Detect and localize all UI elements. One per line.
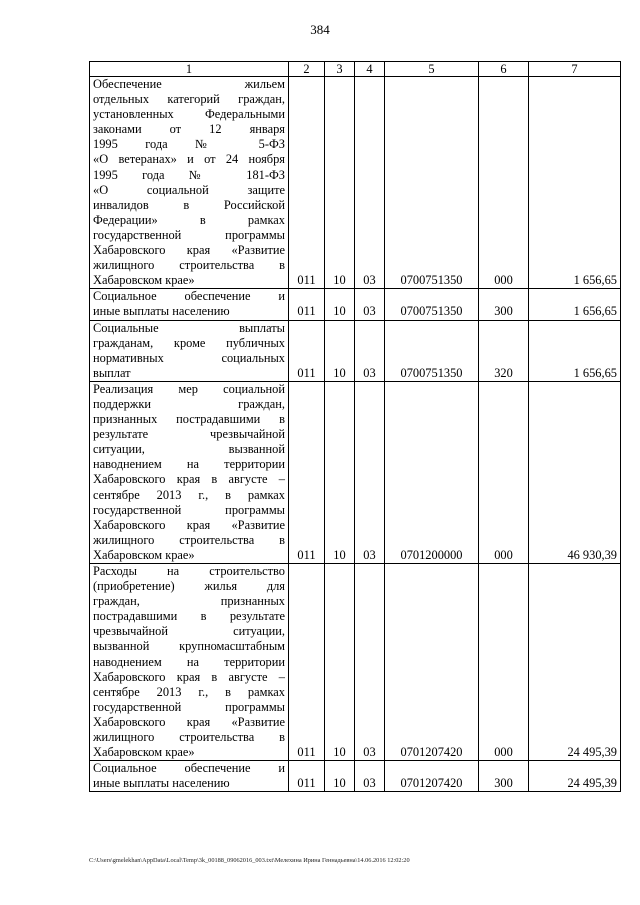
row-code-expense-type: 300 [479, 289, 529, 320]
description-line: инвалидов в Российской [93, 197, 285, 212]
description-line: Хабаровского края «Развитие [93, 243, 285, 258]
description-line: законами от 12 января [93, 122, 285, 137]
row-description [90, 77, 289, 289]
description-line: Хабаровского края «Развитие [93, 517, 285, 532]
row-code-subsection: 03 [355, 761, 385, 792]
row-code-admin: 011 [289, 381, 325, 563]
row-code-section: 10 [325, 564, 355, 761]
row-code-subsection: 03 [355, 77, 385, 289]
row-code-target: 0701207420 [385, 564, 479, 761]
budget-table [89, 61, 621, 792]
table-header-row [90, 62, 621, 77]
row-code-target: 0700751350 [385, 320, 479, 381]
description-line: Федерации» в рамках [93, 212, 285, 227]
description-line: поддержки граждан, [93, 396, 285, 411]
header-cell-1: 1 [90, 62, 289, 77]
row-code-target: 0700751350 [385, 77, 479, 289]
row-description [90, 381, 289, 563]
row-code-admin: 011 [289, 564, 325, 761]
description-line: иные выплаты населению [93, 304, 230, 319]
row-amount: 1 656,65 [529, 320, 621, 381]
header-cell-6: 6 [479, 62, 529, 77]
description-line: признанных пострадавшими в [93, 412, 285, 427]
header-cell-7: 7 [529, 62, 621, 77]
description-line: наводнением на территории [93, 457, 285, 472]
table-row [90, 289, 621, 320]
description-line: (приобретение) жилья для [93, 579, 285, 594]
description-line: государственной программы [93, 227, 285, 242]
description-line: граждан, признанных [93, 594, 285, 609]
row-description [90, 289, 289, 320]
row-code-admin: 011 [289, 761, 325, 792]
row-code-subsection: 03 [355, 564, 385, 761]
row-code-expense-type: 300 [479, 761, 529, 792]
table-row [90, 320, 621, 381]
description-line: вызванной крупномасштабным [93, 639, 285, 654]
table-row [90, 77, 621, 289]
header-cell-2: 2 [289, 62, 325, 77]
row-code-section: 10 [325, 289, 355, 320]
row-code-section: 10 [325, 381, 355, 563]
row-code-expense-type: 000 [479, 564, 529, 761]
description-line: «О социальной защите [93, 182, 285, 197]
table-row [90, 381, 621, 563]
description-line: 1995 года № 5-ФЗ [93, 137, 285, 152]
row-description [90, 320, 289, 381]
row-code-section: 10 [325, 320, 355, 381]
row-amount: 46 930,39 [529, 381, 621, 563]
description-line: Расходы на строительство [93, 564, 285, 578]
description-line: пострадавшими в результате [93, 609, 285, 624]
description-line: Хабаровского края в августе – [93, 669, 285, 684]
description-line: 1995 года № 181-ФЗ [93, 167, 285, 182]
row-code-expense-type: 320 [479, 320, 529, 381]
row-code-section: 10 [325, 77, 355, 289]
header-cell-3: 3 [325, 62, 355, 77]
description-line: Социальное обеспечение и [93, 761, 285, 776]
table-body [90, 77, 621, 792]
row-code-target: 0700751350 [385, 289, 479, 320]
description-line: государственной программы [93, 699, 285, 714]
description-line: сентябре 2013 г., в рамках [93, 684, 285, 699]
description-line: жилищного строительства в [93, 258, 285, 273]
header-cell-5: 5 [385, 62, 479, 77]
row-code-expense-type: 000 [479, 381, 529, 563]
row-code-admin: 011 [289, 77, 325, 289]
description-line: чрезвычайной ситуации, [93, 624, 285, 639]
row-amount: 24 495,39 [529, 564, 621, 761]
row-description [90, 761, 289, 792]
file-path-footer: C:\Users\gmelekhan\AppData\Local\Temp\3k_00188_09062016_003.txt\Мелехина Ирина Геннадьевна\14.06.2016 12:02:20 [89, 857, 410, 864]
description-line: нормативных социальных [93, 350, 285, 365]
description-line: «О ветеранах» и от 24 ноября [93, 152, 285, 167]
row-code-target: 0701200000 [385, 381, 479, 563]
description-line: Социальные выплаты [93, 320, 285, 335]
row-code-subsection: 03 [355, 320, 385, 381]
description-line: Хабаровского края «Развитие [93, 714, 285, 729]
description-line: гражданам, кроме публичных [93, 335, 285, 350]
description-line: выплат [93, 365, 131, 380]
description-line: Обеспечение жильем [93, 77, 285, 91]
description-line: Социальное обеспечение и [93, 289, 285, 304]
description-line: государственной программы [93, 502, 285, 517]
row-amount: 1 656,65 [529, 77, 621, 289]
description-line: отдельных категорий граждан, [93, 92, 285, 107]
description-line: жилищного строительства в [93, 730, 285, 745]
description-line: жилищного строительства в [93, 532, 285, 547]
row-code-subsection: 03 [355, 289, 385, 320]
row-amount: 24 495,39 [529, 761, 621, 792]
row-amount: 1 656,65 [529, 289, 621, 320]
description-line: Реализация мер социальной [93, 381, 285, 396]
description-line: установленных Федеральными [93, 107, 285, 122]
description-line: наводнением на территории [93, 654, 285, 669]
description-line: сентябре 2013 г., в рамках [93, 487, 285, 502]
row-code-subsection: 03 [355, 381, 385, 563]
row-description [90, 564, 289, 761]
table-row [90, 761, 621, 792]
row-code-admin: 011 [289, 289, 325, 320]
row-code-target: 0701207420 [385, 761, 479, 792]
table-row [90, 564, 621, 761]
row-code-expense-type: 000 [479, 77, 529, 289]
description-line: Хабаровском крае» [93, 547, 195, 562]
row-code-admin: 011 [289, 320, 325, 381]
description-line: ситуации, вызванной [93, 442, 285, 457]
row-code-section: 10 [325, 761, 355, 792]
description-line: результате чрезвычайной [93, 427, 285, 442]
page-number: 384 [310, 22, 330, 37]
header-cell-4: 4 [355, 62, 385, 77]
description-line: иные выплаты населению [93, 776, 230, 791]
description-line: Хабаровском крае» [93, 745, 195, 760]
description-line: Хабаровском крае» [93, 273, 195, 288]
description-line: Хабаровского края в августе – [93, 472, 285, 487]
